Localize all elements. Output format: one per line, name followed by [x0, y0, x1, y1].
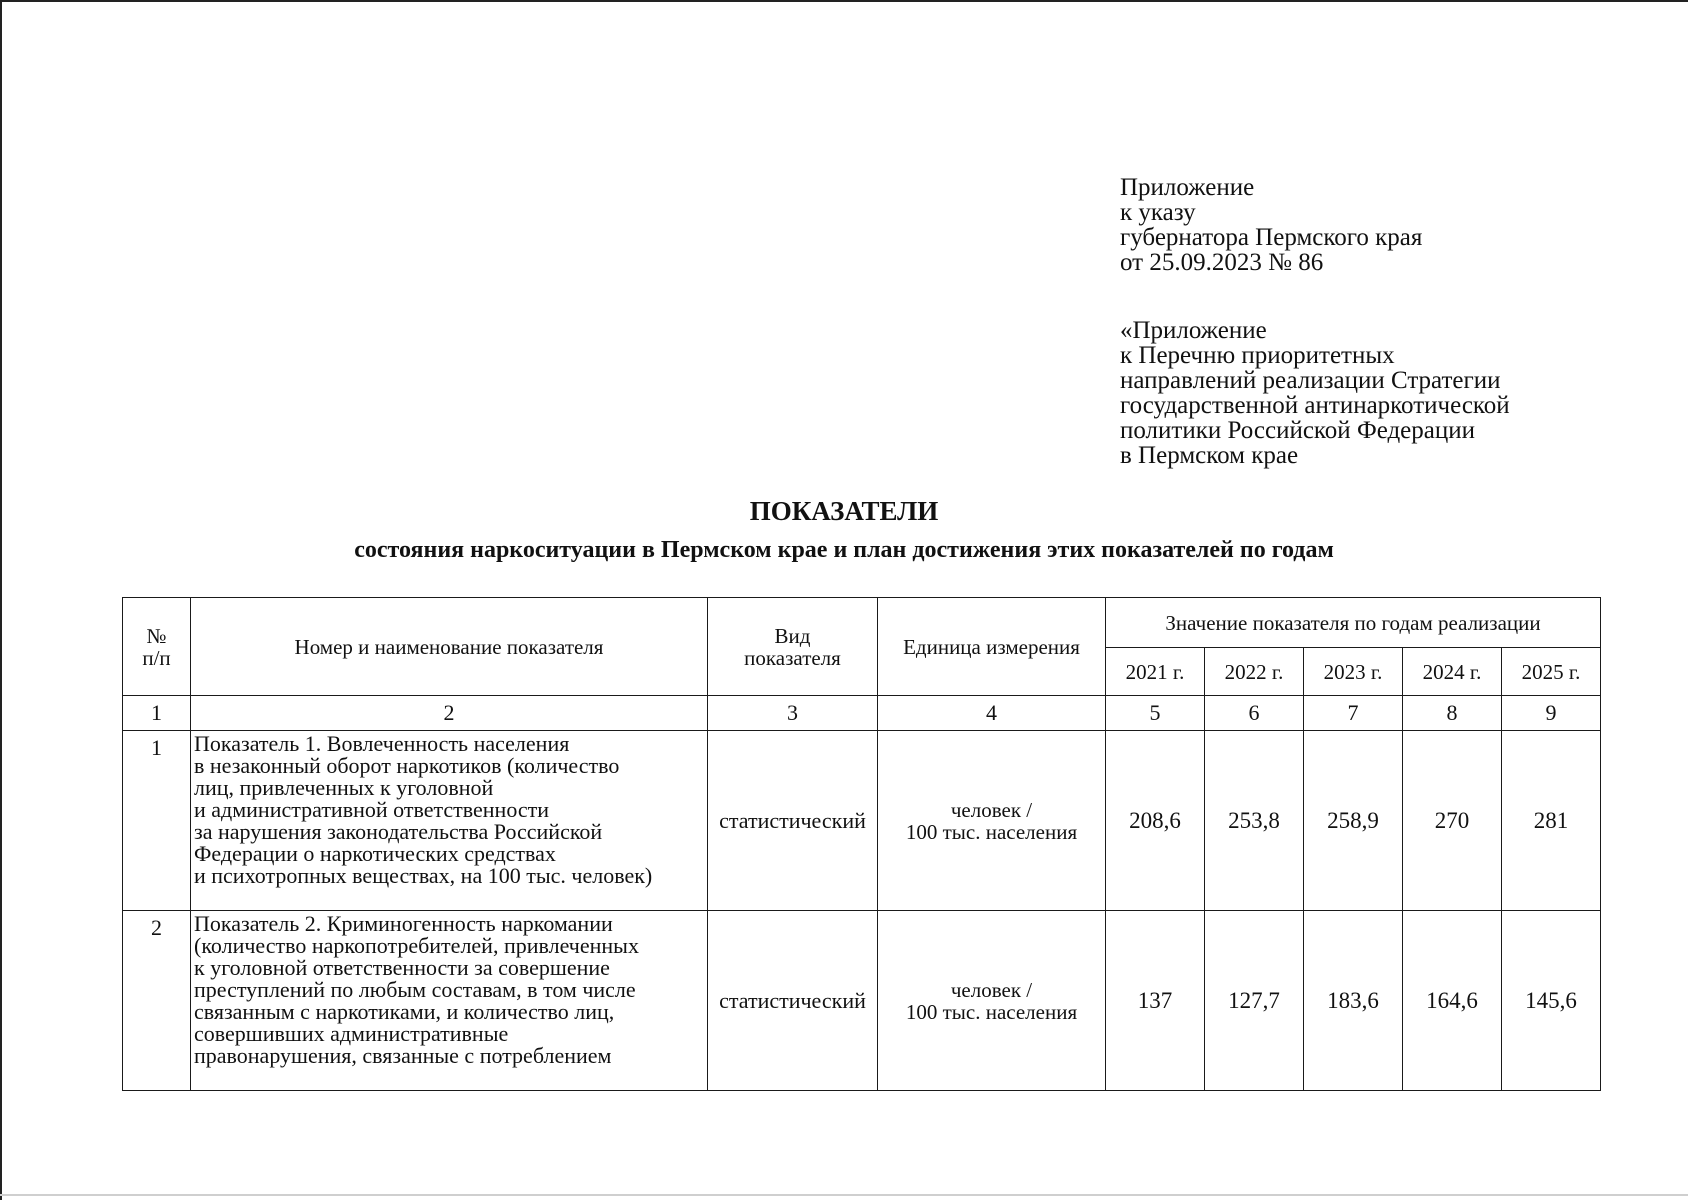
- indicator-name-line: совершивших административные: [194, 1021, 509, 1046]
- header-year: 2024 г.: [1403, 648, 1502, 696]
- column-number: 7: [1304, 696, 1403, 731]
- column-number: 6: [1205, 696, 1304, 731]
- value-2023: 183,6: [1304, 911, 1403, 1091]
- header-type-line1: Вид: [774, 623, 811, 648]
- indicators-table: [122, 597, 1601, 1091]
- indicator-name: [191, 911, 708, 1091]
- indicator-name-line: и административной ответственности: [194, 797, 550, 822]
- indicator-name-line: и психотропных веществах, на 100 тыс. человек): [194, 863, 653, 888]
- indicator-name-line: (количество наркопотребителей, привлеченных: [194, 933, 639, 958]
- value-2022: 127,7: [1205, 911, 1304, 1091]
- annex-quote-line: к Перечню приоритетных: [1120, 342, 1395, 369]
- header-values-group: Значение показателя по годам реализации: [1106, 598, 1601, 648]
- column-number: 9: [1502, 696, 1601, 731]
- value-2024: 270: [1403, 731, 1502, 911]
- document-title: ПОКАЗАТЕЛИ: [749, 496, 939, 526]
- column-number: 1: [123, 696, 191, 731]
- header-year: 2022 г.: [1205, 648, 1304, 696]
- page-edge-bottom: [0, 1194, 1688, 1196]
- header-num: [123, 598, 191, 696]
- annex-quote-line: направлений реализации Стратегии: [1120, 367, 1501, 394]
- header-year: 2021 г.: [1106, 648, 1205, 696]
- indicator-name-line: за нарушения законодательства Российской: [194, 819, 603, 844]
- annex-quote-line: политики Российской Федерации: [1120, 417, 1476, 444]
- indicator-type: статистический: [708, 911, 878, 1091]
- indicator-name: [191, 731, 708, 911]
- header-type-line2: показателя: [744, 645, 841, 670]
- unit-line1: человек /: [950, 797, 1033, 822]
- annex-line: Приложение: [1120, 174, 1255, 201]
- indicator-unit: [878, 731, 1106, 911]
- indicator-name-line: в незаконный оборот наркотиков (количество: [194, 753, 620, 778]
- annex-block: [1120, 175, 1422, 275]
- header-num-line1: №: [146, 623, 167, 648]
- annex-line: к указу: [1120, 199, 1196, 226]
- indicator-name-line: преступлений по любым составам, в том числе: [194, 977, 636, 1002]
- value-2023: 258,9: [1304, 731, 1403, 911]
- row-index: 1: [123, 731, 191, 911]
- column-number: 3: [708, 696, 878, 731]
- annex-quote-line: «Приложение: [1120, 317, 1267, 344]
- annex-quote-line: в Пермском крае: [1120, 442, 1299, 469]
- column-number: 5: [1106, 696, 1205, 731]
- value-2024: 164,6: [1403, 911, 1502, 1091]
- indicator-name-line: лиц, привлеченных к уголовной: [194, 775, 494, 800]
- row-index: 2: [123, 911, 191, 1091]
- table-row: [123, 911, 1601, 1091]
- page-edge-left: [0, 0, 2, 1200]
- indicator-name-line: правонарушения, связанные с потреблением: [194, 1043, 612, 1068]
- column-number: 4: [878, 696, 1106, 731]
- header-year: 2025 г.: [1502, 648, 1601, 696]
- header-year: 2023 г.: [1304, 648, 1403, 696]
- indicator-type: статистический: [708, 731, 878, 911]
- indicator-name-line: Федерации о наркотических средствах: [194, 841, 556, 866]
- document-subtitle: состояния наркоситуации в Пермском крае и план достижения этих показателей по годам: [354, 537, 1334, 563]
- column-number: 2: [191, 696, 708, 731]
- indicator-unit: [878, 911, 1106, 1091]
- column-number: 8: [1403, 696, 1502, 731]
- indicator-name-line: Показатель 1. Вовлеченность населения: [194, 731, 570, 756]
- indicator-name-line: Показатель 2. Криминогенность наркомании: [194, 911, 613, 936]
- value-2022: 253,8: [1205, 731, 1304, 911]
- annex-quote-line: государственной антинаркотической: [1120, 392, 1510, 419]
- annex-line: от 25.09.2023 № 86: [1120, 249, 1324, 276]
- table-row: [123, 731, 1601, 911]
- value-2021: 208,6: [1106, 731, 1205, 911]
- indicator-name-line: связанным с наркотиками, и количество лиц,: [194, 999, 615, 1024]
- page-edge-top: [0, 0, 1688, 2]
- header-row-1: [123, 598, 1601, 648]
- value-2025: 145,6: [1502, 911, 1601, 1091]
- annex-quote-block: [1120, 318, 1510, 468]
- header-name: Номер и наименование показателя: [191, 598, 708, 696]
- header-num-line2: п/п: [142, 645, 171, 670]
- value-2025: 281: [1502, 731, 1601, 911]
- column-number-row: [123, 696, 1601, 731]
- unit-line2: 100 тыс. населения: [905, 999, 1078, 1024]
- indicator-name-line: к уголовной ответственности за совершение: [194, 955, 610, 980]
- header-type: [708, 598, 878, 696]
- value-2021: 137: [1106, 911, 1205, 1091]
- annex-line: губернатора Пермского края: [1120, 224, 1423, 251]
- unit-line1: человек /: [950, 977, 1033, 1002]
- unit-line2: 100 тыс. населения: [905, 819, 1078, 844]
- header-unit: Единица измерения: [878, 598, 1106, 696]
